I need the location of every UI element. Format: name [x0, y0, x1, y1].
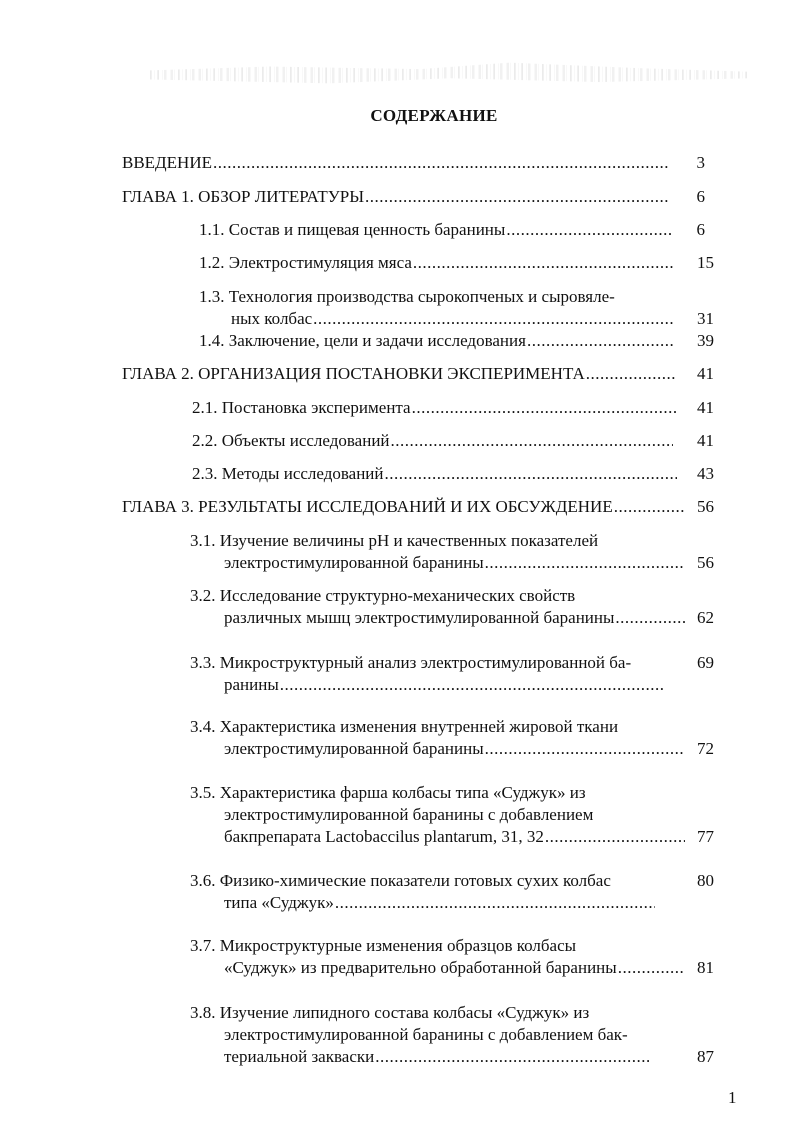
- toc-entry-text: 3.6. Физико-химические показатели готовых сухих колбас: [190, 871, 611, 890]
- leader-dots: [527, 330, 673, 352]
- leader-dots: [375, 1046, 649, 1068]
- toc-entry: [199, 219, 674, 241]
- toc-entry: [192, 397, 678, 419]
- toc-entry-text: электростимулированной баранины: [224, 553, 484, 572]
- toc-entry-page: 6: [696, 220, 705, 239]
- toc-entry: [199, 252, 674, 274]
- toc-entry: [192, 430, 674, 452]
- toc-entry-text: териальной закваски: [224, 1047, 375, 1066]
- toc-entry-text: 3.8. Изучение липидного состава колбасы «Суджук» из: [190, 1003, 590, 1022]
- page-number: 1: [728, 1088, 737, 1107]
- toc-entry-page: 87: [697, 1047, 714, 1066]
- toc-entry-page: 80: [697, 871, 714, 890]
- toc-entry-text: электростимулированной баранины: [224, 739, 484, 758]
- toc-entry: [192, 463, 678, 485]
- toc-entry: [122, 496, 686, 518]
- toc-entry: [190, 935, 686, 979]
- toc-entry-text: электростимулированной баранины с добавлением: [224, 805, 594, 824]
- page-title: СОДЕРЖАНИЕ: [370, 106, 498, 125]
- toc-entry-page: 43: [697, 464, 714, 483]
- leader-dots: [365, 186, 669, 208]
- toc-entry-text: 1.4. Заключение, цели и задачи исследования: [199, 331, 526, 350]
- leader-dots: [413, 252, 673, 274]
- scan-artifact: [150, 60, 750, 86]
- toc-entry-page: 6: [696, 187, 705, 206]
- toc-entry-page: 31: [697, 309, 714, 328]
- leader-dots: [391, 430, 673, 452]
- leader-dots: [545, 826, 685, 848]
- toc-entry-text: ГЛАВА 1. ОБЗОР ЛИТЕРАТУРЫ: [122, 187, 365, 206]
- toc-entry-text: 3.5. Характеристика фарша колбасы типа «Суджук» из: [190, 783, 586, 802]
- toc-entry: [190, 870, 656, 914]
- toc-entry-page: 81: [697, 958, 714, 977]
- toc-entry-text: 3.4. Характеристика изменения внутренней жировой ткани: [190, 717, 619, 736]
- toc-entry-text: типа «Суджук»: [224, 893, 334, 912]
- toc-entry-page: 41: [697, 364, 714, 383]
- toc-entry-text: ВВЕДЕНИЕ: [122, 153, 212, 172]
- toc-entry-page: 41: [697, 431, 714, 450]
- toc-entry-page: 39: [697, 331, 714, 350]
- toc-entry-page: 77: [697, 827, 714, 846]
- toc-entry-text: 3.2. Исследование структурно-механических свойств: [190, 586, 576, 605]
- toc-entry-text: 2.3. Методы исследований: [192, 464, 384, 483]
- toc-entry-text: ных колбас: [231, 309, 313, 328]
- toc-entry-text: бакпрепарата Lactobaccilus plantarum, 31, 32: [224, 827, 544, 846]
- toc-entry: [190, 585, 686, 629]
- toc-entry-text: электростимулированной баранины с добавлением бак-: [224, 1025, 628, 1044]
- toc-entry-text: 1.2. Электростимуляция мяса: [199, 253, 412, 272]
- toc-entry-text: 3.1. Изучение величины рН и качественных показателей: [190, 531, 599, 550]
- toc-entry-page: 56: [697, 553, 714, 572]
- toc-entry-text: ГЛАВА 2. ОРГАНИЗАЦИЯ ПОСТАНОВКИ ЭКСПЕРИМЕНТА: [122, 364, 585, 383]
- leader-dots: [506, 219, 673, 241]
- leader-dots: [213, 152, 669, 174]
- toc-entry-text: ГЛАВА 3. РЕЗУЛЬТАТЫ ИССЛЕДОВАНИЙ И ИХ ОБСУЖДЕНИЕ: [122, 497, 613, 516]
- leader-dots: [412, 397, 677, 419]
- toc-entry-text: 2.1. Постановка эксперимента: [192, 398, 411, 417]
- toc-entry-text: ранины: [224, 675, 279, 694]
- toc-entry: [190, 782, 686, 848]
- toc-entry-page: 62: [697, 608, 714, 627]
- leader-dots: [485, 552, 685, 574]
- toc-entry-text: 3.3. Микроструктурный анализ электростимулированной ба-: [190, 653, 632, 672]
- toc-entry-page: 15: [697, 253, 714, 272]
- leader-dots: [280, 674, 663, 696]
- toc-entry-text: 3.7. Микроструктурные изменения образцов колбасы: [190, 936, 577, 955]
- toc-entry-page: 72: [697, 739, 714, 758]
- toc-entry: [190, 652, 664, 696]
- toc-entry-page: 56: [697, 497, 714, 516]
- toc-entry-page: 41: [697, 398, 714, 417]
- toc-entry: [190, 530, 686, 574]
- toc-entry: [122, 186, 670, 208]
- toc-entry-text: различных мышц электростимулированной баранины: [224, 608, 615, 627]
- toc-entry: [190, 1002, 650, 1068]
- toc-entry-page: 69: [697, 653, 714, 672]
- toc-entry: [122, 363, 678, 385]
- leader-dots: [485, 738, 685, 760]
- toc-entry-page: 3: [696, 153, 705, 172]
- toc-entry: [190, 716, 686, 760]
- toc-entry-text: 1.3. Технология производства сырокопченых и сыровяле-: [199, 287, 615, 306]
- leader-dots: [335, 892, 655, 914]
- toc-entry: [199, 286, 674, 330]
- toc-entry: [122, 152, 670, 174]
- toc-entry: [199, 330, 674, 352]
- leader-dots: [313, 308, 673, 330]
- toc-entry-text: «Суджук» из предварительно обработанной баранины: [224, 958, 617, 977]
- leader-dots: [586, 363, 677, 385]
- toc-entry-text: 1.1. Состав и пищевая ценность баранины: [199, 220, 506, 239]
- leader-dots: [385, 463, 677, 485]
- toc-entry-text: 2.2. Объекты исследований: [192, 431, 390, 450]
